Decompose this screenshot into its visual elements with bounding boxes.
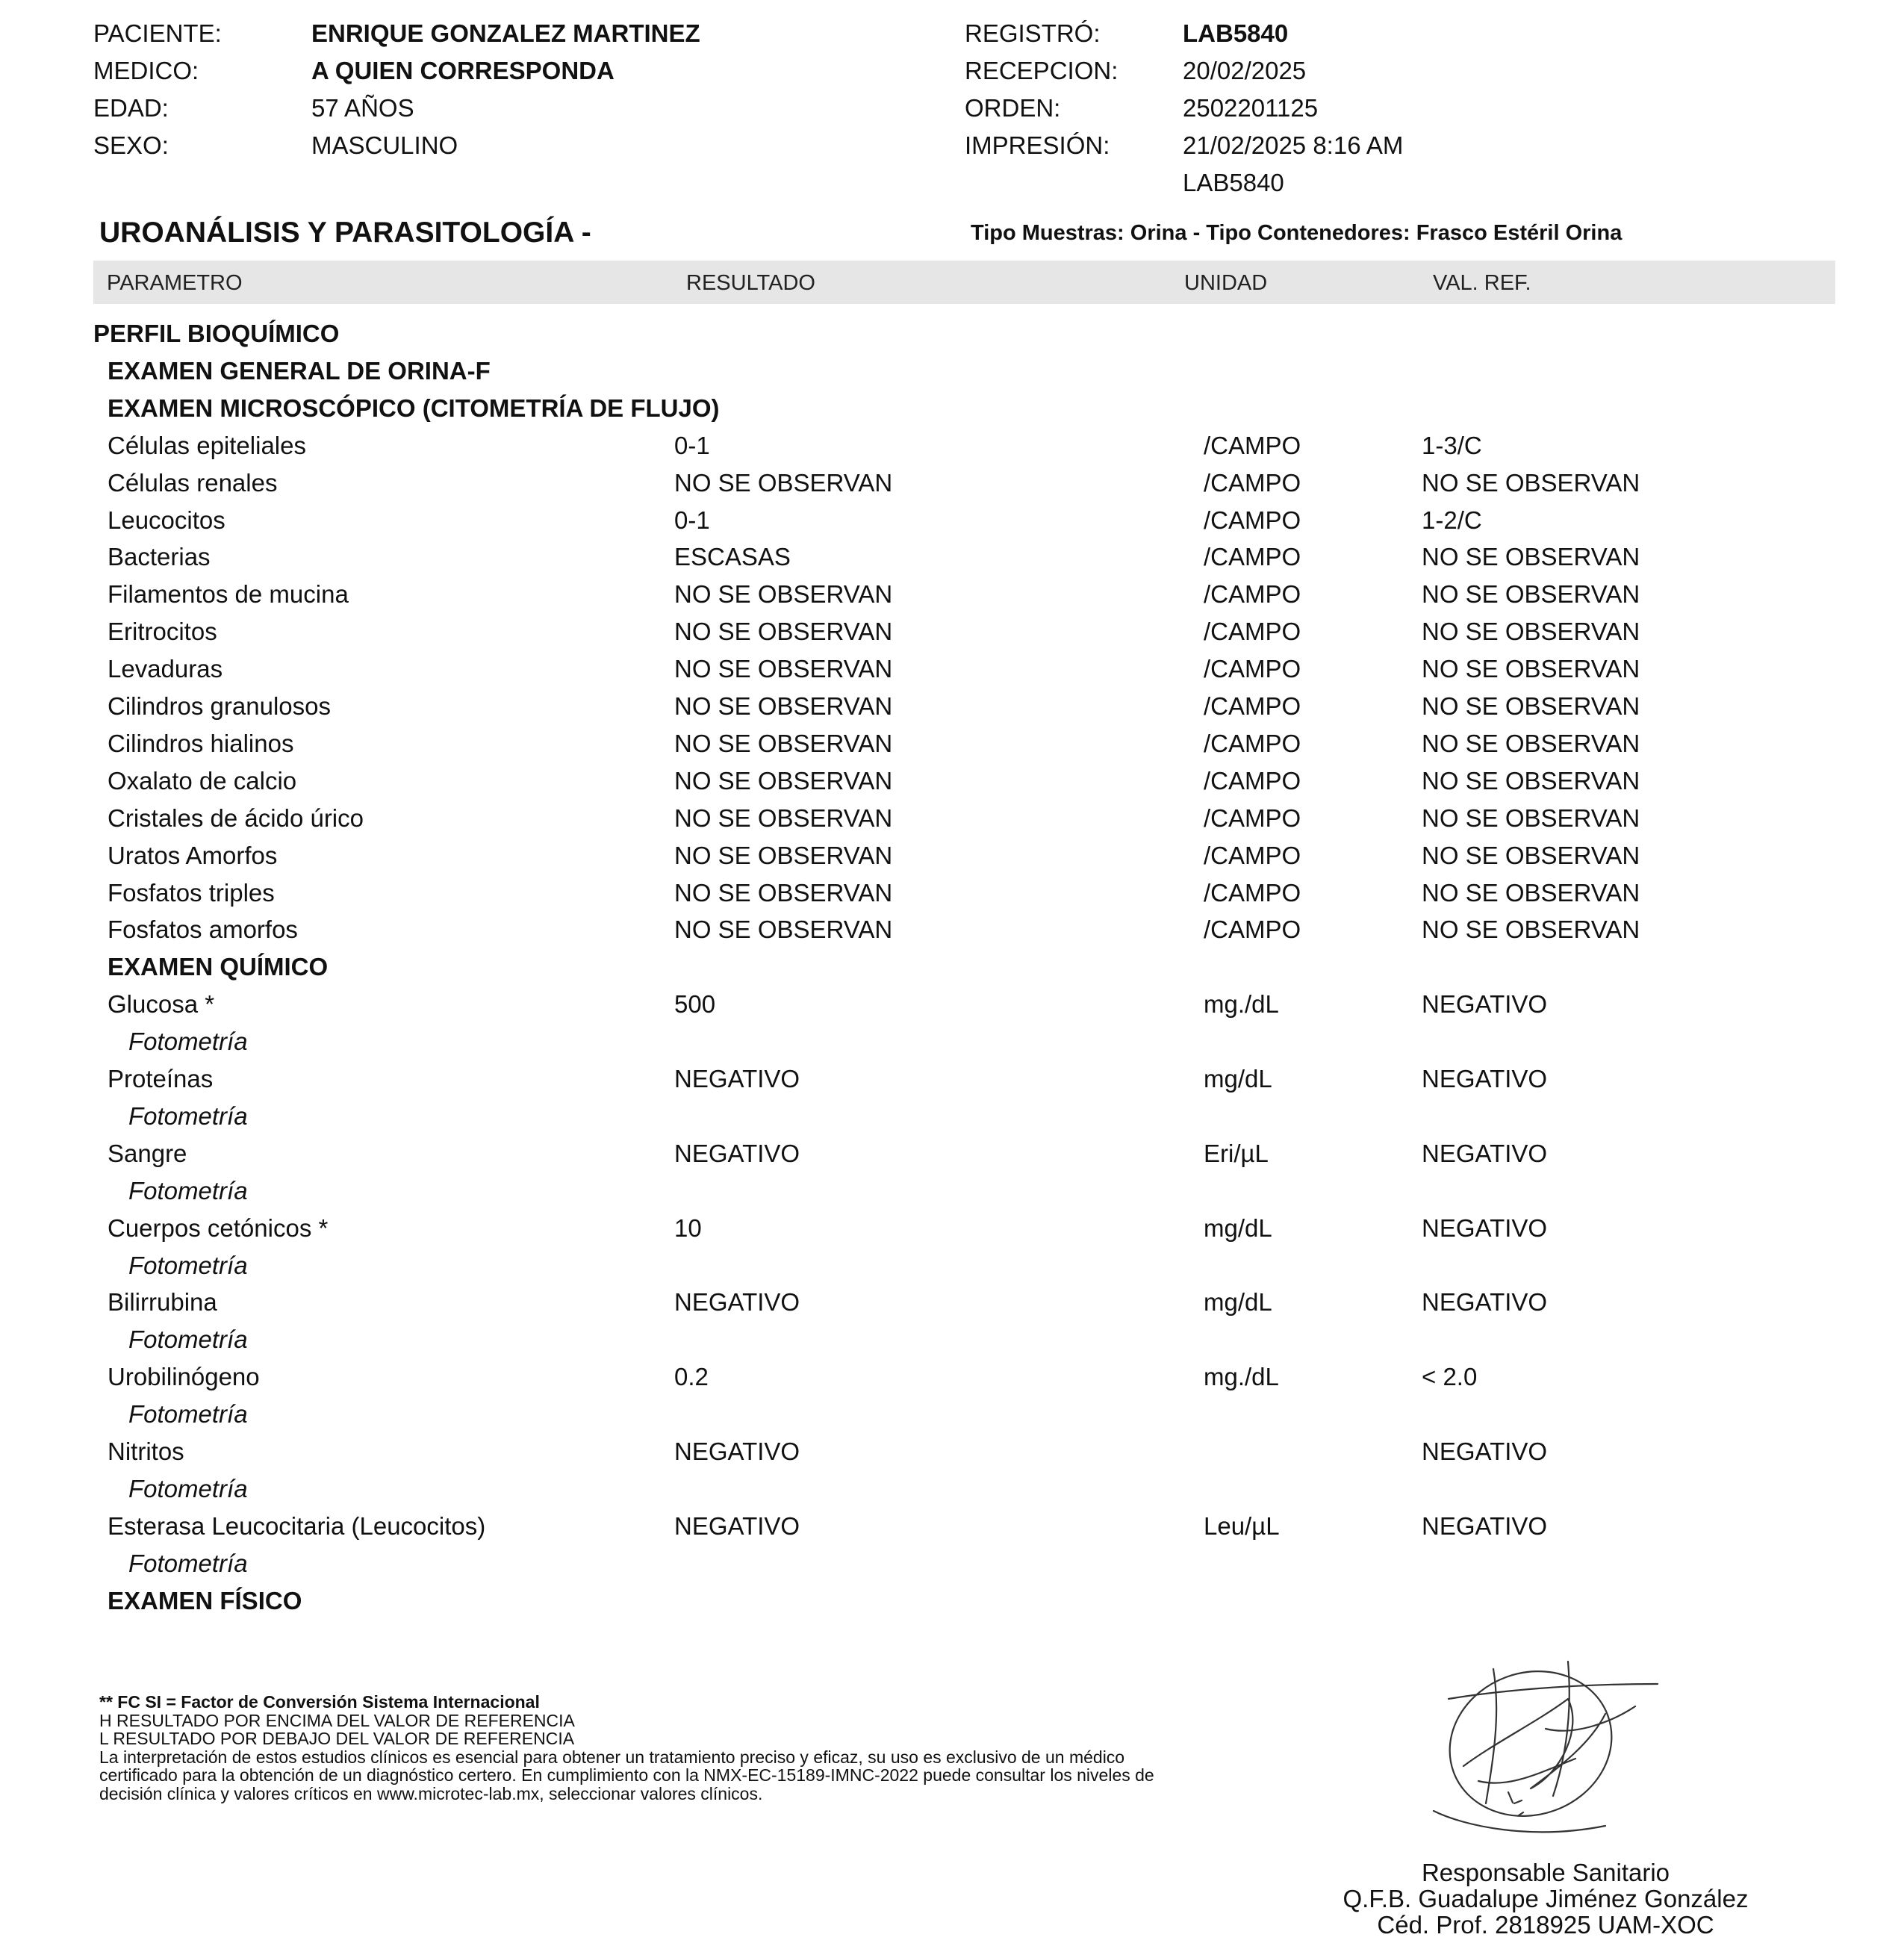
parameter-cell: Cilindros granulosos bbox=[108, 692, 331, 720]
section-row bbox=[0, 316, 1904, 353]
result-cell: NEGATIVO bbox=[674, 1139, 800, 1167]
group-title: EXAMEN MICROSCÓPICO (CITOMETRÍA DE FLUJO) bbox=[108, 394, 720, 422]
result-cell: NO SE OBSERVAN bbox=[674, 804, 893, 832]
reference-cell: NO SE OBSERVAN bbox=[1422, 580, 1640, 609]
order-field-label: ORDEN: bbox=[965, 94, 1061, 122]
reference-cell: NEGATIVO bbox=[1422, 1065, 1548, 1093]
result-cell: NO SE OBSERVAN bbox=[674, 580, 893, 609]
unit-cell: /CAMPO bbox=[1204, 431, 1301, 459]
note-line: certificado para la obtención de un diagnóstico certero. En cumplimiento con la NMX-EC-15189-IMNC-2022 puede consultar los niveles de bbox=[99, 1765, 1154, 1785]
result-cell: NEGATIVO bbox=[674, 1511, 800, 1540]
result-cell: 0-1 bbox=[674, 431, 710, 459]
column-header-parametro: PARAMETRO bbox=[107, 271, 243, 295]
method-row bbox=[0, 1471, 1904, 1508]
result-cell: NO SE OBSERVAN bbox=[674, 655, 893, 683]
group-row bbox=[0, 391, 1904, 428]
result-cell: 500 bbox=[674, 990, 716, 1019]
unit-cell: /CAMPO bbox=[1204, 692, 1301, 720]
parameter-cell: Esterasa Leucocitaria (Leucocitos) bbox=[108, 1511, 486, 1540]
parameter-cell: Células renales bbox=[108, 468, 278, 497]
patient-field-value: MASCULINO bbox=[311, 131, 458, 159]
parameter-cell: Cilindros hialinos bbox=[108, 729, 294, 757]
group-title: EXAMEN GENERAL DE ORINA-F bbox=[108, 356, 491, 385]
group-title: EXAMEN FÍSICO bbox=[108, 1586, 302, 1614]
parameter-cell: Células epiteliales bbox=[108, 431, 306, 459]
handwritten-signature bbox=[1419, 1654, 1673, 1841]
table-row bbox=[0, 1136, 1904, 1173]
method-row bbox=[0, 1248, 1904, 1285]
patient-field-label: MEDICO: bbox=[93, 57, 199, 84]
section-title: PERFIL BIOQUÍMICO bbox=[93, 320, 340, 347]
order-field-value: LAB5840 bbox=[1183, 19, 1289, 47]
method-row bbox=[0, 1396, 1904, 1434]
unit-cell: /CAMPO bbox=[1204, 804, 1301, 832]
note-line: H RESULTADO POR ENCIMA DEL VALOR DE REFERENCIA bbox=[99, 1710, 575, 1730]
unit-cell: /CAMPO bbox=[1204, 655, 1301, 683]
table-row bbox=[0, 614, 1904, 651]
column-header-unidad: UNIDAD bbox=[1184, 271, 1268, 295]
group-row bbox=[0, 949, 1904, 986]
unit-cell: mg/dL bbox=[1204, 1288, 1272, 1317]
method-row bbox=[0, 1173, 1904, 1210]
result-cell: NO SE OBSERVAN bbox=[674, 878, 893, 907]
table-row bbox=[0, 875, 1904, 913]
parameter-cell: Filamentos de mucina bbox=[108, 580, 349, 609]
responsible-name: Q.F.B. Guadalupe Jiménez González bbox=[1343, 1885, 1749, 1912]
responsible-role: Responsable Sanitario bbox=[1421, 1859, 1670, 1886]
reference-cell: NO SE OBSERVAN bbox=[1422, 655, 1640, 683]
table-row bbox=[0, 1210, 1904, 1248]
table-row bbox=[0, 503, 1904, 540]
column-header-val-ref: VAL. REF. bbox=[1433, 271, 1531, 295]
patient-field-value: 57 AÑOS bbox=[311, 94, 414, 122]
result-cell: NEGATIVO bbox=[674, 1065, 800, 1093]
table-row bbox=[0, 689, 1904, 726]
result-cell: NO SE OBSERVAN bbox=[674, 692, 893, 720]
unit-cell: /CAMPO bbox=[1204, 841, 1301, 869]
table-row bbox=[0, 1434, 1904, 1471]
patient-field-label: EDAD: bbox=[93, 94, 169, 122]
result-cell: ESCASAS bbox=[674, 543, 791, 571]
order-field-label: IMPRESIÓN: bbox=[965, 131, 1110, 159]
unit-cell: /CAMPO bbox=[1204, 543, 1301, 571]
parameter-cell: Sangre bbox=[108, 1139, 187, 1167]
table-row bbox=[0, 539, 1904, 576]
result-cell: NEGATIVO bbox=[674, 1438, 800, 1465]
result-cell: 0-1 bbox=[674, 506, 710, 534]
order-field-value: 20/02/2025 bbox=[1183, 57, 1307, 84]
notes-title: ** FC SI = Factor de Conversión Sistema Internacional bbox=[99, 1692, 540, 1712]
method-row bbox=[0, 1322, 1904, 1359]
table-row bbox=[0, 912, 1904, 949]
table-row bbox=[0, 576, 1904, 614]
parameter-cell: Levaduras bbox=[108, 655, 223, 683]
parameter-cell: Fosfatos triples bbox=[108, 878, 275, 907]
method-label: Fotometría bbox=[128, 1101, 248, 1130]
parameter-cell: Proteínas bbox=[108, 1065, 214, 1093]
responsible-license: Céd. Prof. 2818925 UAM-XOC bbox=[1377, 1911, 1714, 1939]
order-field-value: 2502201125 bbox=[1183, 94, 1319, 122]
method-label: Fotometría bbox=[128, 1176, 248, 1205]
reference-cell: 1-3/C bbox=[1422, 431, 1482, 459]
sample-info: Tipo Muestras: Orina - Tipo Contenedores: Frasco Estéril Orina bbox=[971, 221, 1623, 245]
result-cell: NO SE OBSERVAN bbox=[674, 468, 893, 497]
method-row bbox=[0, 1098, 1904, 1136]
table-row bbox=[0, 1284, 1904, 1322]
reference-cell: NO SE OBSERVAN bbox=[1422, 766, 1640, 795]
parameter-cell: Eritrocitos bbox=[108, 618, 217, 646]
parameter-cell: Urobilinógeno bbox=[108, 1363, 260, 1391]
parameter-cell: Cristales de ácido úrico bbox=[108, 804, 364, 832]
column-header-resultado: RESULTADO bbox=[686, 271, 815, 295]
unit-cell: /CAMPO bbox=[1204, 468, 1301, 497]
method-row bbox=[0, 1024, 1904, 1061]
table-row bbox=[0, 651, 1904, 689]
order-field-label: REGISTRÓ: bbox=[965, 19, 1101, 47]
table-row bbox=[0, 986, 1904, 1024]
reference-cell: NO SE OBSERVAN bbox=[1422, 804, 1640, 832]
unit-cell: /CAMPO bbox=[1204, 766, 1301, 795]
parameter-cell: Nitritos bbox=[108, 1438, 184, 1465]
method-label: Fotometría bbox=[128, 1400, 248, 1429]
method-label: Fotometría bbox=[128, 1549, 248, 1577]
result-cell: NO SE OBSERVAN bbox=[674, 766, 893, 795]
parameter-cell: Uratos Amorfos bbox=[108, 841, 278, 869]
table-row bbox=[0, 838, 1904, 875]
reference-cell: NEGATIVO bbox=[1422, 1139, 1548, 1167]
table-row bbox=[0, 1061, 1904, 1098]
order-field-value: LAB5840 bbox=[1183, 169, 1284, 196]
unit-cell: /CAMPO bbox=[1204, 729, 1301, 757]
parameter-cell: Cuerpos cetónicos * bbox=[108, 1213, 329, 1242]
reference-cell: NEGATIVO bbox=[1422, 1438, 1548, 1465]
patient-field-value: A QUIEN CORRESPONDA bbox=[311, 57, 615, 84]
group-row bbox=[0, 1583, 1904, 1620]
method-label: Fotometría bbox=[128, 1474, 248, 1502]
result-cell: NO SE OBSERVAN bbox=[674, 916, 893, 944]
report-title: UROANÁLISIS Y PARASITOLOGÍA - bbox=[99, 217, 591, 249]
patient-field-value: ENRIQUE GONZALEZ MARTINEZ bbox=[311, 19, 700, 47]
method-label: Fotometría bbox=[128, 1325, 248, 1354]
reference-cell: < 2.0 bbox=[1422, 1363, 1478, 1391]
parameter-cell: Glucosa * bbox=[108, 990, 215, 1019]
unit-cell: /CAMPO bbox=[1204, 618, 1301, 646]
table-header bbox=[93, 261, 1835, 304]
reference-cell: NO SE OBSERVAN bbox=[1422, 543, 1640, 571]
unit-cell: /CAMPO bbox=[1204, 580, 1301, 609]
reference-cell: 1-2/C bbox=[1422, 506, 1482, 534]
reference-cell: NEGATIVO bbox=[1422, 1288, 1548, 1317]
unit-cell: /CAMPO bbox=[1204, 878, 1301, 907]
parameter-cell: Leucocitos bbox=[108, 506, 225, 534]
table-row bbox=[0, 726, 1904, 763]
table-row bbox=[0, 1508, 1904, 1546]
method-row bbox=[0, 1546, 1904, 1583]
reference-cell: NO SE OBSERVAN bbox=[1422, 729, 1640, 757]
table-row bbox=[0, 1359, 1904, 1396]
parameter-cell: Oxalato de calcio bbox=[108, 766, 297, 795]
parameter-cell: Fosfatos amorfos bbox=[108, 916, 298, 944]
reference-cell: NEGATIVO bbox=[1422, 990, 1548, 1019]
result-cell: NO SE OBSERVAN bbox=[674, 841, 893, 869]
patient-field-label: SEXO: bbox=[93, 131, 169, 159]
order-field-value: 21/02/2025 8:16 AM bbox=[1183, 131, 1404, 159]
unit-cell: /CAMPO bbox=[1204, 916, 1301, 944]
unit-cell: mg./dL bbox=[1204, 990, 1279, 1019]
unit-cell: mg/dL bbox=[1204, 1065, 1272, 1093]
method-label: Fotometría bbox=[128, 1028, 248, 1056]
table-row bbox=[0, 465, 1904, 503]
reference-cell: NO SE OBSERVAN bbox=[1422, 618, 1640, 646]
reference-cell: NO SE OBSERVAN bbox=[1422, 916, 1640, 944]
reference-cell: NEGATIVO bbox=[1422, 1213, 1548, 1242]
parameter-cell: Bacterias bbox=[108, 543, 211, 571]
reference-cell: NO SE OBSERVAN bbox=[1422, 692, 1640, 720]
note-line: La interpretación de estos estudios clínicos es esencial para obtener un tratamiento preciso y eficaz, su uso es exclusivo de un médico bbox=[99, 1747, 1125, 1767]
method-label: Fotometría bbox=[128, 1251, 248, 1279]
patient-field-label: PACIENTE: bbox=[93, 19, 222, 47]
group-row bbox=[0, 353, 1904, 391]
result-cell: 0.2 bbox=[674, 1363, 709, 1391]
result-cell: 10 bbox=[674, 1213, 702, 1242]
unit-cell: mg./dL bbox=[1204, 1363, 1279, 1391]
reference-cell: NO SE OBSERVAN bbox=[1422, 468, 1640, 497]
note-line: L RESULTADO POR DEBAJO DEL VALOR DE REFERENCIA bbox=[99, 1729, 575, 1748]
unit-cell: mg/dL bbox=[1204, 1213, 1272, 1242]
table-row bbox=[0, 763, 1904, 801]
group-title: EXAMEN QUÍMICO bbox=[108, 953, 329, 981]
note-line: decisión clínica y valores críticos en www.microtec-lab.mx, seleccionar valores clínicos. bbox=[99, 1783, 763, 1803]
order-field-label: RECEPCION: bbox=[965, 57, 1119, 84]
result-cell: NO SE OBSERVAN bbox=[674, 729, 893, 757]
footer-notes bbox=[99, 1693, 1154, 1803]
result-cell: NEGATIVO bbox=[674, 1288, 800, 1317]
reference-cell: NEGATIVO bbox=[1422, 1511, 1548, 1540]
parameter-cell: Bilirrubina bbox=[108, 1288, 217, 1317]
unit-cell: Leu/µL bbox=[1204, 1511, 1280, 1540]
result-cell: NO SE OBSERVAN bbox=[674, 618, 893, 646]
table-row bbox=[0, 801, 1904, 838]
unit-cell: /CAMPO bbox=[1204, 506, 1301, 534]
reference-cell: NO SE OBSERVAN bbox=[1422, 878, 1640, 907]
unit-cell: Eri/µL bbox=[1204, 1139, 1269, 1167]
table-row bbox=[0, 428, 1904, 465]
reference-cell: NO SE OBSERVAN bbox=[1422, 841, 1640, 869]
